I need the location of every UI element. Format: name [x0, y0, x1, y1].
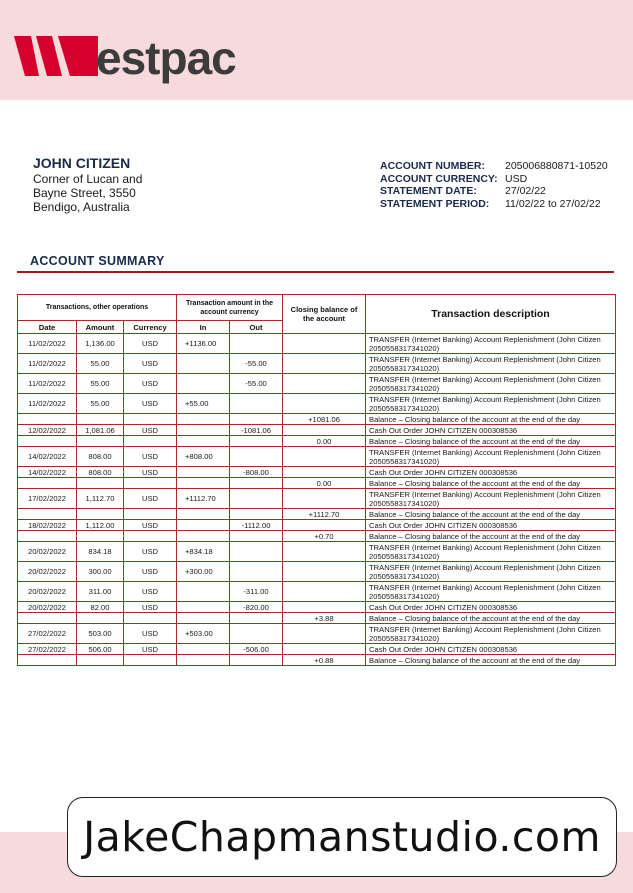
cell-out: [230, 624, 283, 644]
cell-out: [230, 613, 283, 624]
cell-currency: USD: [124, 562, 177, 582]
table-row: [18, 509, 616, 520]
cell-in: [177, 655, 230, 666]
cell-amount: 55.00: [77, 374, 124, 394]
table-row: [18, 394, 616, 414]
cell-closing: [283, 624, 366, 644]
header-description: Transaction description: [366, 295, 616, 334]
cell-out: -55.00: [230, 374, 283, 394]
cell-out: [230, 489, 283, 509]
cell-closing: +3.88: [283, 613, 366, 624]
cell-in: [177, 467, 230, 478]
transactions-table: [17, 294, 616, 666]
statement-date-label: STATEMENT DATE:: [380, 185, 477, 197]
cell-closing: [283, 354, 366, 374]
table-row: [18, 542, 616, 562]
cell-date: [18, 531, 77, 542]
table-row: [18, 644, 616, 655]
cell-date: [18, 613, 77, 624]
westpac-logo: [14, 28, 236, 84]
cell-in: [177, 582, 230, 602]
table-row: [18, 334, 616, 354]
cell-amount: 808.00: [77, 447, 124, 467]
cell-date: [18, 655, 77, 666]
cell-date: 14/02/2022: [18, 447, 77, 467]
cell-date: 17/02/2022: [18, 489, 77, 509]
cell-amount: [77, 655, 124, 666]
account-currency-value: USD: [505, 172, 528, 185]
account-number-label: ACCOUNT NUMBER:: [380, 160, 485, 172]
customer-block: [33, 156, 142, 214]
cell-in: [177, 531, 230, 542]
customer-name: JOHN CITIZEN: [33, 155, 131, 171]
cell-in: +1136.00: [177, 334, 230, 354]
table-row: [18, 374, 616, 394]
account-currency-label: ACCOUNT CURRENCY:: [380, 172, 498, 185]
table-row: [18, 478, 616, 489]
cell-date: 14/02/2022: [18, 467, 77, 478]
cell-in: [177, 520, 230, 531]
table-row: [18, 414, 616, 425]
cell-description: TRANSFER (Internet Banking) Account Replenishment (John Citizen 2050558317341020): [366, 624, 616, 644]
cell-in: +808.00: [177, 447, 230, 467]
cell-description: Cash Out Order JOHN CITIZEN 000308536: [366, 425, 616, 436]
address-line: Bendigo, Australia: [33, 200, 130, 214]
cell-amount: 300.00: [77, 562, 124, 582]
header-currency: Currency: [124, 321, 177, 334]
cell-closing: [283, 394, 366, 414]
cell-currency: USD: [124, 602, 177, 613]
summary-divider: [17, 271, 614, 273]
cell-amount: 808.00: [77, 467, 124, 478]
cell-description: TRANSFER (Internet Banking) Account Replenishment (John Citizen 2050558317341020): [366, 394, 616, 414]
table-row: [18, 425, 616, 436]
cell-out: -1112.00: [230, 520, 283, 531]
cell-closing: [283, 644, 366, 655]
cell-closing: +1112.70: [283, 509, 366, 520]
cell-out: -311.00: [230, 582, 283, 602]
address-line: Corner of Lucan and: [33, 172, 143, 186]
cell-amount: 1,112.70: [77, 489, 124, 509]
cell-currency: [124, 655, 177, 666]
cell-closing: [283, 447, 366, 467]
cell-currency: USD: [124, 624, 177, 644]
cell-description: Balance – Closing balance of the account at the end of the day: [366, 436, 616, 447]
cell-currency: [124, 414, 177, 425]
cell-closing: [283, 562, 366, 582]
cell-out: -820.00: [230, 602, 283, 613]
cell-closing: [283, 602, 366, 613]
cell-currency: USD: [124, 334, 177, 354]
cell-out: -1081.06: [230, 425, 283, 436]
statement-period-value: 11/02/22 to 27/02/22: [505, 197, 601, 210]
cell-amount: 834.18: [77, 542, 124, 562]
cell-description: TRANSFER (Internet Banking) Account Replenishment (John Citizen 2050558317341020): [366, 447, 616, 467]
cell-out: [230, 478, 283, 489]
cell-closing: 0.00: [283, 436, 366, 447]
cell-date: 11/02/2022: [18, 374, 77, 394]
cell-date: 20/02/2022: [18, 602, 77, 613]
cell-in: [177, 425, 230, 436]
cell-in: +300.00: [177, 562, 230, 582]
cell-date: 11/02/2022: [18, 334, 77, 354]
table-row: [18, 613, 616, 624]
cell-currency: [124, 613, 177, 624]
account-number-value: 205006880871-10520: [505, 160, 608, 172]
table-row: [18, 354, 616, 374]
cell-in: +503.00: [177, 624, 230, 644]
cell-description: TRANSFER (Internet Banking) Account Replenishment (John Citizen 2050558317341020): [366, 542, 616, 562]
cell-amount: [77, 531, 124, 542]
watermark-text: JakeChapmanstudio.com: [83, 813, 601, 861]
table-row: [18, 624, 616, 644]
cell-description: Cash Out Order JOHN CITIZEN 000308536: [366, 644, 616, 655]
cell-amount: 82.00: [77, 602, 124, 613]
transactions-body: [18, 334, 616, 666]
cell-date: 20/02/2022: [18, 582, 77, 602]
header-out: Out: [230, 321, 283, 334]
cell-in: [177, 414, 230, 425]
cell-currency: USD: [124, 374, 177, 394]
cell-amount: 55.00: [77, 394, 124, 414]
westpac-w-icon: [14, 36, 98, 76]
cell-out: [230, 334, 283, 354]
cell-out: [230, 509, 283, 520]
cell-closing: 0.00: [283, 478, 366, 489]
cell-date: 12/02/2022: [18, 425, 77, 436]
cell-description: Balance – Closing balance of the account at the end of the day: [366, 414, 616, 425]
cell-currency: [124, 478, 177, 489]
cell-currency: USD: [124, 644, 177, 655]
cell-amount: 311.00: [77, 582, 124, 602]
header-date: Date: [18, 321, 77, 334]
cell-out: [230, 562, 283, 582]
cell-date: 18/02/2022: [18, 520, 77, 531]
cell-description: Cash Out Order JOHN CITIZEN 000308536: [366, 602, 616, 613]
cell-date: 11/02/2022: [18, 354, 77, 374]
table-row: [18, 520, 616, 531]
cell-amount: [77, 509, 124, 520]
cell-date: [18, 414, 77, 425]
logo-wordmark: estpac: [96, 32, 236, 84]
header-transactions-group: Transactions, other operations: [18, 295, 177, 321]
cell-description: Cash Out Order JOHN CITIZEN 000308536: [366, 520, 616, 531]
statement-period-label: STATEMENT PERIOD:: [380, 197, 490, 210]
cell-date: [18, 509, 77, 520]
cell-currency: [124, 531, 177, 542]
cell-closing: [283, 467, 366, 478]
cell-description: TRANSFER (Internet Banking) Account Replenishment (John Citizen 2050558317341020): [366, 334, 616, 354]
cell-amount: 1,081.06: [77, 425, 124, 436]
cell-closing: [283, 542, 366, 562]
cell-currency: USD: [124, 520, 177, 531]
cell-amount: [77, 478, 124, 489]
cell-amount: 55.00: [77, 354, 124, 374]
cell-date: 20/02/2022: [18, 562, 77, 582]
cell-currency: USD: [124, 582, 177, 602]
table-row: [18, 436, 616, 447]
header-closing-balance: Closing balance of the account: [283, 295, 366, 334]
table-row: [18, 602, 616, 613]
cell-out: -506.00: [230, 644, 283, 655]
cell-description: TRANSFER (Internet Banking) Account Replenishment (John Citizen 2050558317341020): [366, 562, 616, 582]
cell-currency: USD: [124, 425, 177, 436]
table-row: [18, 447, 616, 467]
watermark-banner: [67, 797, 617, 877]
cell-amount: 1,112.00: [77, 520, 124, 531]
cell-closing: [283, 334, 366, 354]
cell-in: [177, 478, 230, 489]
table-row: [18, 562, 616, 582]
cell-in: [177, 354, 230, 374]
cell-description: Balance – Closing balance of the account at the end of the day: [366, 509, 616, 520]
cell-out: [230, 436, 283, 447]
cell-description: TRANSFER (Internet Banking) Account Replenishment (John Citizen 2050558317341020): [366, 582, 616, 602]
cell-out: -808.00: [230, 467, 283, 478]
cell-amount: 1,136.00: [77, 334, 124, 354]
cell-in: +834.18: [177, 542, 230, 562]
table-row: [18, 531, 616, 542]
statement-date-value: 27/02/22: [505, 185, 546, 197]
header-amount-group: Transaction amount in the account currency: [177, 295, 283, 321]
cell-description: TRANSFER (Internet Banking) Account Replenishment (John Citizen 2050558317341020): [366, 489, 616, 509]
cell-date: [18, 436, 77, 447]
cell-closing: +0.88: [283, 655, 366, 666]
cell-in: [177, 436, 230, 447]
cell-currency: USD: [124, 447, 177, 467]
cell-in: +55.00: [177, 394, 230, 414]
cell-out: [230, 655, 283, 666]
cell-currency: USD: [124, 542, 177, 562]
header-in: In: [177, 321, 230, 334]
cell-closing: [283, 520, 366, 531]
cell-currency: [124, 436, 177, 447]
cell-in: [177, 374, 230, 394]
cell-out: -55.00: [230, 354, 283, 374]
cell-amount: 506.00: [77, 644, 124, 655]
cell-out: [230, 447, 283, 467]
cell-date: [18, 478, 77, 489]
account-details: [380, 160, 608, 210]
cell-closing: [283, 374, 366, 394]
cell-currency: USD: [124, 354, 177, 374]
cell-description: Balance – Closing balance of the account at the end of the day: [366, 531, 616, 542]
cell-date: 27/02/2022: [18, 644, 77, 655]
cell-amount: 503.00: [77, 624, 124, 644]
cell-currency: USD: [124, 489, 177, 509]
address-line: Bayne Street, 3550: [33, 186, 136, 200]
cell-currency: [124, 509, 177, 520]
cell-description: Balance – Closing balance of the account at the end of the day: [366, 478, 616, 489]
cell-description: TRANSFER (Internet Banking) Account Replenishment (John Citizen 2050558317341020): [366, 374, 616, 394]
cell-in: [177, 644, 230, 655]
table-row: [18, 582, 616, 602]
cell-date: 11/02/2022: [18, 394, 77, 414]
table-row: [18, 489, 616, 509]
header-amount: Amount: [77, 321, 124, 334]
cell-in: [177, 613, 230, 624]
cell-closing: [283, 425, 366, 436]
cell-description: TRANSFER (Internet Banking) Account Replenishment (John Citizen 2050558317341020): [366, 354, 616, 374]
cell-date: 20/02/2022: [18, 542, 77, 562]
cell-description: Cash Out Order JOHN CITIZEN 000308536: [366, 467, 616, 478]
cell-in: [177, 509, 230, 520]
cell-closing: [283, 489, 366, 509]
cell-description: Balance – Closing balance of the account at the end of the day: [366, 655, 616, 666]
cell-currency: USD: [124, 467, 177, 478]
cell-amount: [77, 436, 124, 447]
account-summary-title: ACCOUNT SUMMARY: [30, 254, 165, 268]
cell-closing: +1081.06: [283, 414, 366, 425]
cell-description: Balance – Closing balance of the account at the end of the day: [366, 613, 616, 624]
cell-amount: [77, 613, 124, 624]
cell-out: [230, 414, 283, 425]
cell-amount: [77, 414, 124, 425]
cell-closing: +0.70: [283, 531, 366, 542]
cell-in: +1112.70: [177, 489, 230, 509]
cell-in: [177, 602, 230, 613]
cell-date: 27/02/2022: [18, 624, 77, 644]
table-row: [18, 655, 616, 666]
cell-closing: [283, 582, 366, 602]
cell-out: [230, 394, 283, 414]
table-row: [18, 467, 616, 478]
cell-currency: USD: [124, 394, 177, 414]
cell-out: [230, 542, 283, 562]
cell-out: [230, 531, 283, 542]
